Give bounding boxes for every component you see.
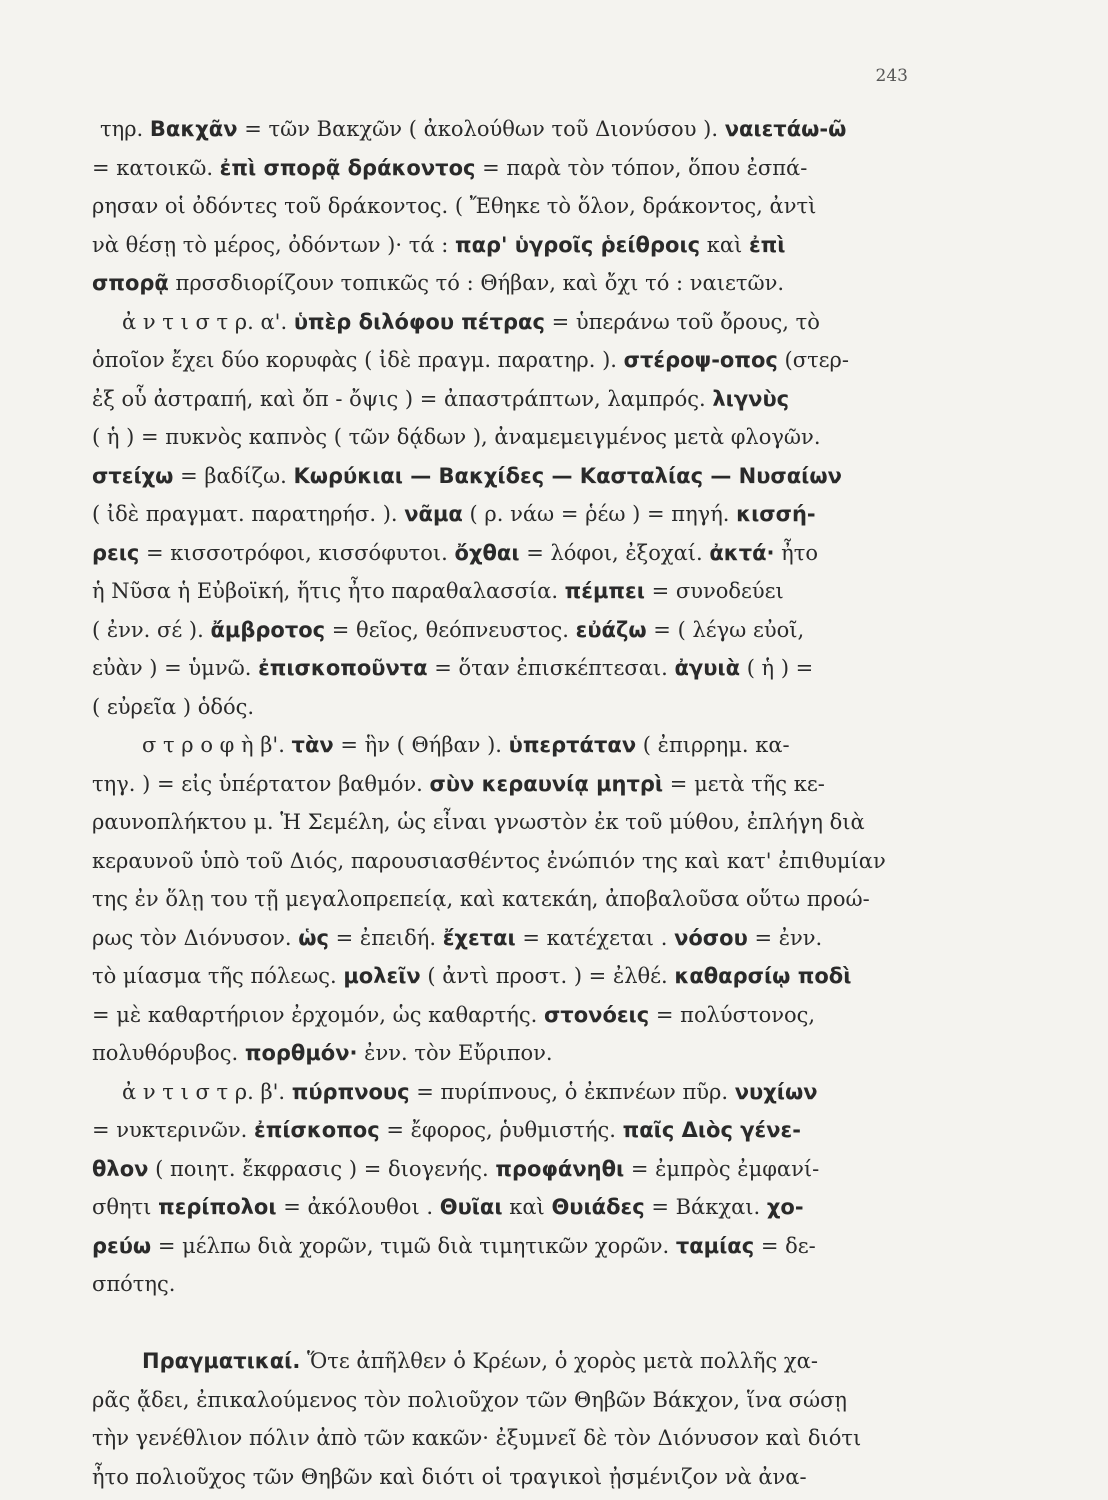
gloss-text: = κατοικῶ.: [92, 155, 220, 180]
headword: πέμπει: [564, 579, 645, 603]
headword: ρεις: [92, 540, 140, 565]
gloss-text: = δε-: [754, 1233, 816, 1258]
headword: στείχω: [92, 463, 174, 488]
text-line: [92, 110, 972, 149]
text-line: [92, 226, 972, 265]
headword: ἔχεται: [442, 925, 516, 950]
gloss-text: = πολύστονος,: [649, 1002, 816, 1027]
headword: ἐπίσκοπος: [254, 1118, 380, 1142]
headword: σὺν κεραυνίᾳ μητρὶ: [429, 771, 664, 796]
gloss-text: = ἔφορος, ῥυθμιστής.: [379, 1118, 623, 1142]
text-line: [92, 803, 972, 842]
gloss-text: = ἀκόλουθοι .: [276, 1195, 440, 1219]
gloss-text: ἐνν. τὸν Εὔριπον.: [357, 1041, 553, 1065]
headword: περίπολοι: [158, 1195, 277, 1219]
text-line: [92, 765, 972, 804]
headword: λιγνὺς: [712, 386, 790, 411]
gloss-text: = λόφοι, ἐξοχαί.: [519, 540, 710, 565]
gloss-text: καὶ: [700, 232, 749, 257]
gloss-text: ὁποῖον ἔχει δύο κορυφὰς ( ἰδὲ πραγμ. παρατηρ. ).: [92, 348, 624, 372]
text-line: [92, 957, 972, 996]
headword: εὐάζω: [575, 617, 647, 642]
gloss-text: = θεῖος, θεόπνευστος.: [325, 617, 576, 642]
gloss-text: = Βάκχαι.: [644, 1195, 767, 1219]
gloss-text: ( ἡ ) = πυκνὸς καπνὸς ( τῶν δᾴδων ), ἀναμεμειγμένος μετὰ φλογῶν.: [92, 425, 821, 449]
headword: θλον: [92, 1156, 149, 1181]
gloss-text: σ τ ρ ο φ ὴ β'.: [142, 733, 292, 757]
gloss-text: = νυκτερινῶν.: [92, 1118, 255, 1142]
gloss-text: σπότης.: [92, 1272, 176, 1296]
headword: νυχίων: [734, 1079, 818, 1104]
headword: σπορᾷ: [92, 271, 169, 295]
headword: ἀκτά·: [709, 540, 775, 565]
text-line: [92, 1150, 972, 1189]
text-line: [92, 649, 972, 688]
text-line: [92, 1111, 972, 1150]
headword: Θυῖαι: [439, 1195, 503, 1219]
text-line: [92, 418, 972, 457]
gloss-text: = παρὰ τὸν τόπον, ὅπου ἐσπά-: [475, 155, 808, 180]
gloss-text: = συνοδεύει: [644, 579, 784, 603]
text-line: [92, 842, 972, 881]
headword: ἀγυιὰ: [674, 656, 741, 680]
gloss-text: ρᾶς ᾄδει, ἐπικαλούμενος τὸν πολιοῦχον τῶν Θηβῶν Βάκχον, ἵνα σώσῃ: [92, 1387, 848, 1412]
gloss-text: κεραυνοῦ ὑπὸ τοῦ Διός, παρουσιασθέντος ἐνώπιόν της καὶ κατ' ἐπιθυμίαν: [92, 848, 886, 873]
gloss-text: ἐξ οὗ ἀστραπή, καὶ ὄπ - ὄψις ) = ἀπαστράπτων, λαμπρός.: [92, 386, 713, 411]
gloss-text: ( ἐνν. σέ ).: [92, 617, 211, 642]
gloss-text: = ὑπεράνω τοῦ ὄρους, τὸ: [544, 309, 820, 334]
gloss-text: πολυθόρυβος.: [92, 1041, 245, 1065]
headword: νᾶμα: [404, 502, 463, 526]
headword: ἐπισκοποῦντα: [258, 656, 428, 680]
headword: ὄχθαι: [454, 540, 520, 565]
gloss-text: = ἐπειδή.: [328, 925, 443, 950]
gloss-text: ( ἐπιρρημ. κα-: [636, 733, 790, 757]
gloss-text: = ἣν ( Θήβαν ).: [333, 733, 509, 757]
headword: καθαρσίῳ ποδὶ: [674, 964, 852, 988]
gloss-text: = κατέχεται .: [515, 925, 675, 950]
gloss-text: πρσσδιορίζουν τοπικῶς τό : Θήβαν, καὶ ὄχι τό : ναιετῶν.: [168, 271, 785, 295]
text-line: [92, 1265, 972, 1304]
text-line: [92, 919, 972, 958]
text-line: [92, 1342, 972, 1381]
text-line: [92, 688, 972, 727]
headword: ἄμβροτος: [210, 617, 326, 642]
headword: Θυιάδες: [551, 1195, 645, 1219]
headword: ρεύω: [92, 1233, 152, 1258]
text-line: [92, 149, 972, 188]
gloss-text: ( ποιητ. ἔκφρασις ) = διογενής.: [148, 1156, 496, 1181]
gloss-text: ἦτο: [774, 540, 819, 565]
gloss-text: = μέλπω διὰ χορῶν, τιμῶ διὰ τιμητικῶν χορῶν.: [151, 1233, 676, 1258]
text-line: [92, 1073, 972, 1112]
text-line: [92, 495, 972, 534]
gloss-text: ραυνοπλήκτου μ. Ἡ Σεμέλη, ὡς εἶναι γνωστὸν ἐκ τοῦ μύθου, ἐπλήγη διὰ: [92, 810, 865, 834]
gloss-text: τὴν γενέθλιον πόλιν ἀπὸ τῶν κακῶν· ἐξυμνεῖ δὲ τὸν Διόνυσον καὶ διότι: [92, 1426, 862, 1450]
text-line: [92, 1034, 972, 1073]
text-line: [92, 611, 972, 650]
headword: ναιετάω-ῶ: [724, 117, 847, 141]
gloss-text: ἀ ν τ ι σ τ ρ. α'.: [122, 309, 294, 334]
headword: πύρπνους: [291, 1079, 410, 1104]
text-line: [92, 341, 972, 380]
gloss-text: = ὅταν ἐπισκέπτεσαι.: [427, 656, 675, 680]
text-line: [92, 187, 972, 226]
gloss-text: της ἐν ὅλῃ του τῇ μεγαλοπρεπείᾳ, καὶ κατεκάη, ἀποβαλοῦσα οὕτω προώ-: [92, 887, 870, 911]
text-line: [92, 457, 972, 496]
gloss-text: = ἐνν.: [747, 925, 823, 950]
gloss-text: ( ἰδὲ πραγματ. παρατηρήσ. ).: [92, 502, 405, 526]
gloss-text: τηρ.: [100, 117, 150, 141]
gloss-text: ( ἡ ) =: [740, 656, 814, 680]
gloss-text: = τῶν Βακχῶν ( ἀκολούθων τοῦ Διονύσου ).: [237, 117, 725, 141]
headword: κισσή-: [736, 502, 816, 526]
headword: προφάνηθι: [495, 1156, 625, 1181]
gloss-text: καὶ: [502, 1195, 552, 1219]
text-line: [92, 880, 972, 919]
gloss-text: ἦτο πολιοῦχος τῶν Θηβῶν καὶ διότι οἱ τραγικοὶ ᾐσμένιζον νὰ ἀνα-: [92, 1464, 807, 1489]
gloss-text: τὸ μίασμα τῆς πόλεως.: [92, 964, 344, 988]
headword: πορθμόν·: [244, 1041, 358, 1065]
headword: παῖς Διὸς γένε-: [622, 1118, 801, 1142]
text-line: [92, 996, 972, 1035]
gloss-text: ρως τὸν Διόνυσον.: [92, 925, 299, 950]
text-line: [92, 534, 972, 573]
gloss-text: ἀ ν τ ι σ τ ρ. β'.: [122, 1079, 292, 1104]
text-line: [92, 1227, 972, 1266]
text-line: [92, 303, 972, 342]
headword: ὡς: [298, 925, 329, 950]
gloss-text: τηγ. ) = εἰς ὑπέρτατον βαθμόν.: [92, 771, 430, 796]
gloss-text: (στερ-: [777, 348, 850, 372]
gloss-text: νὰ θέσῃ τὸ μέρος, ὀδόντων )· τά :: [92, 232, 455, 257]
gloss-text: ρησαν οἱ ὀδόντες τοῦ δράκοντος. ( Ἔθηκε τὸ ὅλον, δράκοντος, ἀντὶ: [92, 194, 817, 218]
text-line: [92, 572, 972, 611]
text-line: [92, 264, 972, 303]
gloss-text: ( ρ. νάω = ῥέω ) = πηγή.: [462, 502, 737, 526]
headword: χο-: [766, 1195, 804, 1219]
headword: Πραγματικαί.: [142, 1349, 301, 1373]
gloss-text: = ( λέγω εὐοῖ,: [646, 617, 805, 642]
text-line: [92, 1381, 972, 1420]
paragraph-gap: [92, 1304, 972, 1343]
text-line: [92, 1419, 972, 1458]
text-line: [92, 1458, 972, 1497]
gloss-text: = πυρίπνους, ὁ ἐκπνέων πῦρ.: [409, 1079, 735, 1104]
text-line: [92, 380, 972, 419]
gloss-text: Ὅτε ἀπῆλθεν ὁ Κρέων, ὁ χορὸς μετὰ πολλῆς χα-: [300, 1349, 818, 1373]
headword: νόσου: [674, 925, 748, 950]
gloss-text: = κισσοτρόφοι, κισσόφυτοι.: [139, 540, 455, 565]
gloss-text: σθητι: [92, 1195, 159, 1219]
headword: στέροψ-οπος: [623, 348, 778, 372]
gloss-text: ( εὐρεῖα ) ὁδός.: [92, 694, 255, 719]
headword: παρ' ὑγροῖς ῥείθροις: [454, 232, 701, 257]
headword: ὑπὲρ διλόφου πέτρας: [293, 309, 545, 334]
body-text: [92, 110, 972, 1496]
headword: Κωρύκιαι — Βακχίδες — Κασταλίας — Νυσαίων: [293, 463, 842, 488]
text-line: [92, 1188, 972, 1227]
page-number: 243: [875, 66, 908, 86]
gloss-text: εὐὰν ) = ὑμνῶ.: [92, 656, 259, 680]
headword: μολεῖν: [343, 964, 421, 988]
gloss-text: = μὲ καθαρτήριον ἐρχομόν, ὡς καθαρτής.: [92, 1002, 544, 1027]
gloss-text: ἡ Νῦσα ἡ Εὐβοϊκή, ἥτις ἦτο παραθαλασσία.: [92, 579, 565, 603]
headword: στονόεις: [543, 1002, 650, 1027]
headword: Βακχᾶν: [149, 117, 238, 141]
gloss-text: = βαδίζω.: [173, 463, 294, 488]
headword: ἐπὶ σπορᾷ δράκοντος: [219, 155, 476, 180]
headword: ὑπερτάταν: [508, 733, 637, 757]
headword: ἐπὶ: [748, 232, 786, 257]
headword: ταμίας: [675, 1233, 755, 1258]
gloss-text: = μετὰ τῆς κε-: [663, 771, 825, 796]
text-line: [92, 726, 972, 765]
gloss-text: ( ἀντὶ προστ. ) = ἐλθέ.: [420, 964, 675, 988]
gloss-text: = ἐμπρὸς ἐμφανί-: [624, 1156, 820, 1181]
headword: τὰν: [291, 733, 334, 757]
